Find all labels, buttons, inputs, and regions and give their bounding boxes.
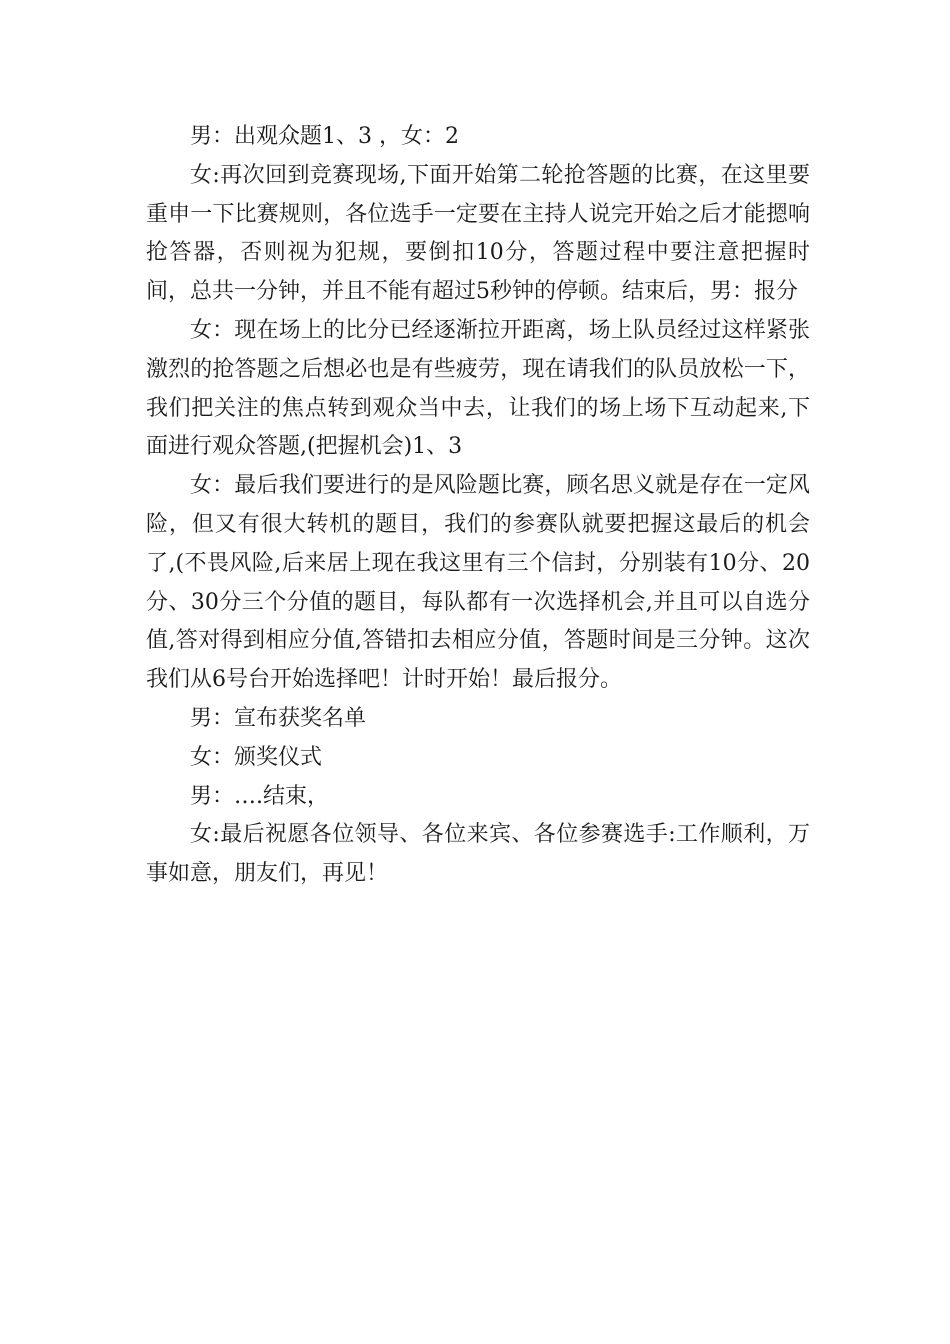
paragraph-closing-wishes: 女:最后祝愿各位领导、各位来宾、各位参赛选手:工作顺利，万事如意，朋友们，再见！: [146, 822, 810, 887]
paragraph-risk-round: 女：最后我们要进行的是风险题比赛，顾名思义就是存在一定风险，但又有很大转机的题目，我们的参赛队就要把握这最后的机会了,(不畏风险,后来居上现在我这里有三个信封，分别装有10分、20分、30分三个分值的题目，每队都有一次选择机会,并且可以自选分值,答对得到相应分值,答错扣去相应分值，答题时间是三分钟。这次我们从6号台开始选择吧！计时开始！最后报分。: [146, 473, 810, 693]
paragraph-ending: 男：….结束，: [190, 783, 329, 809]
paragraph-audience-interaction: 女：现在场上的比分已经逐渐拉开距离，场上队员经过这样紧张激烈的抢答题之后想必也是有些疲劳，现在请我们的队员放松一下，我们把关注的焦点转到观众当中去，让我们的场上场下互动起来,下面进行观众答题,(把握机会)1、3: [146, 317, 810, 460]
paragraph-award-ceremony: 女：颁奖仪式: [190, 744, 323, 770]
paragraph-announce-winners: 男：宣布获奖名单: [190, 705, 367, 731]
paragraph-round-two-rules: 女:再次回到竞赛现场,下面开始第二轮抢答题的比赛，在这里要重申一下比赛规则，各位选手一定要在主持人说完开始之后才能摁响抢答器，否则视为犯规，要倒扣10分，答题过程中要注意把握时间，总共一分钟，并且不能有超过5秒钟的停顿。结束后，男：报分: [146, 162, 810, 305]
document-body: [146, 118, 810, 894]
paragraph-audience-questions: 男：出观众题1、3 ，女：2: [190, 124, 459, 149]
